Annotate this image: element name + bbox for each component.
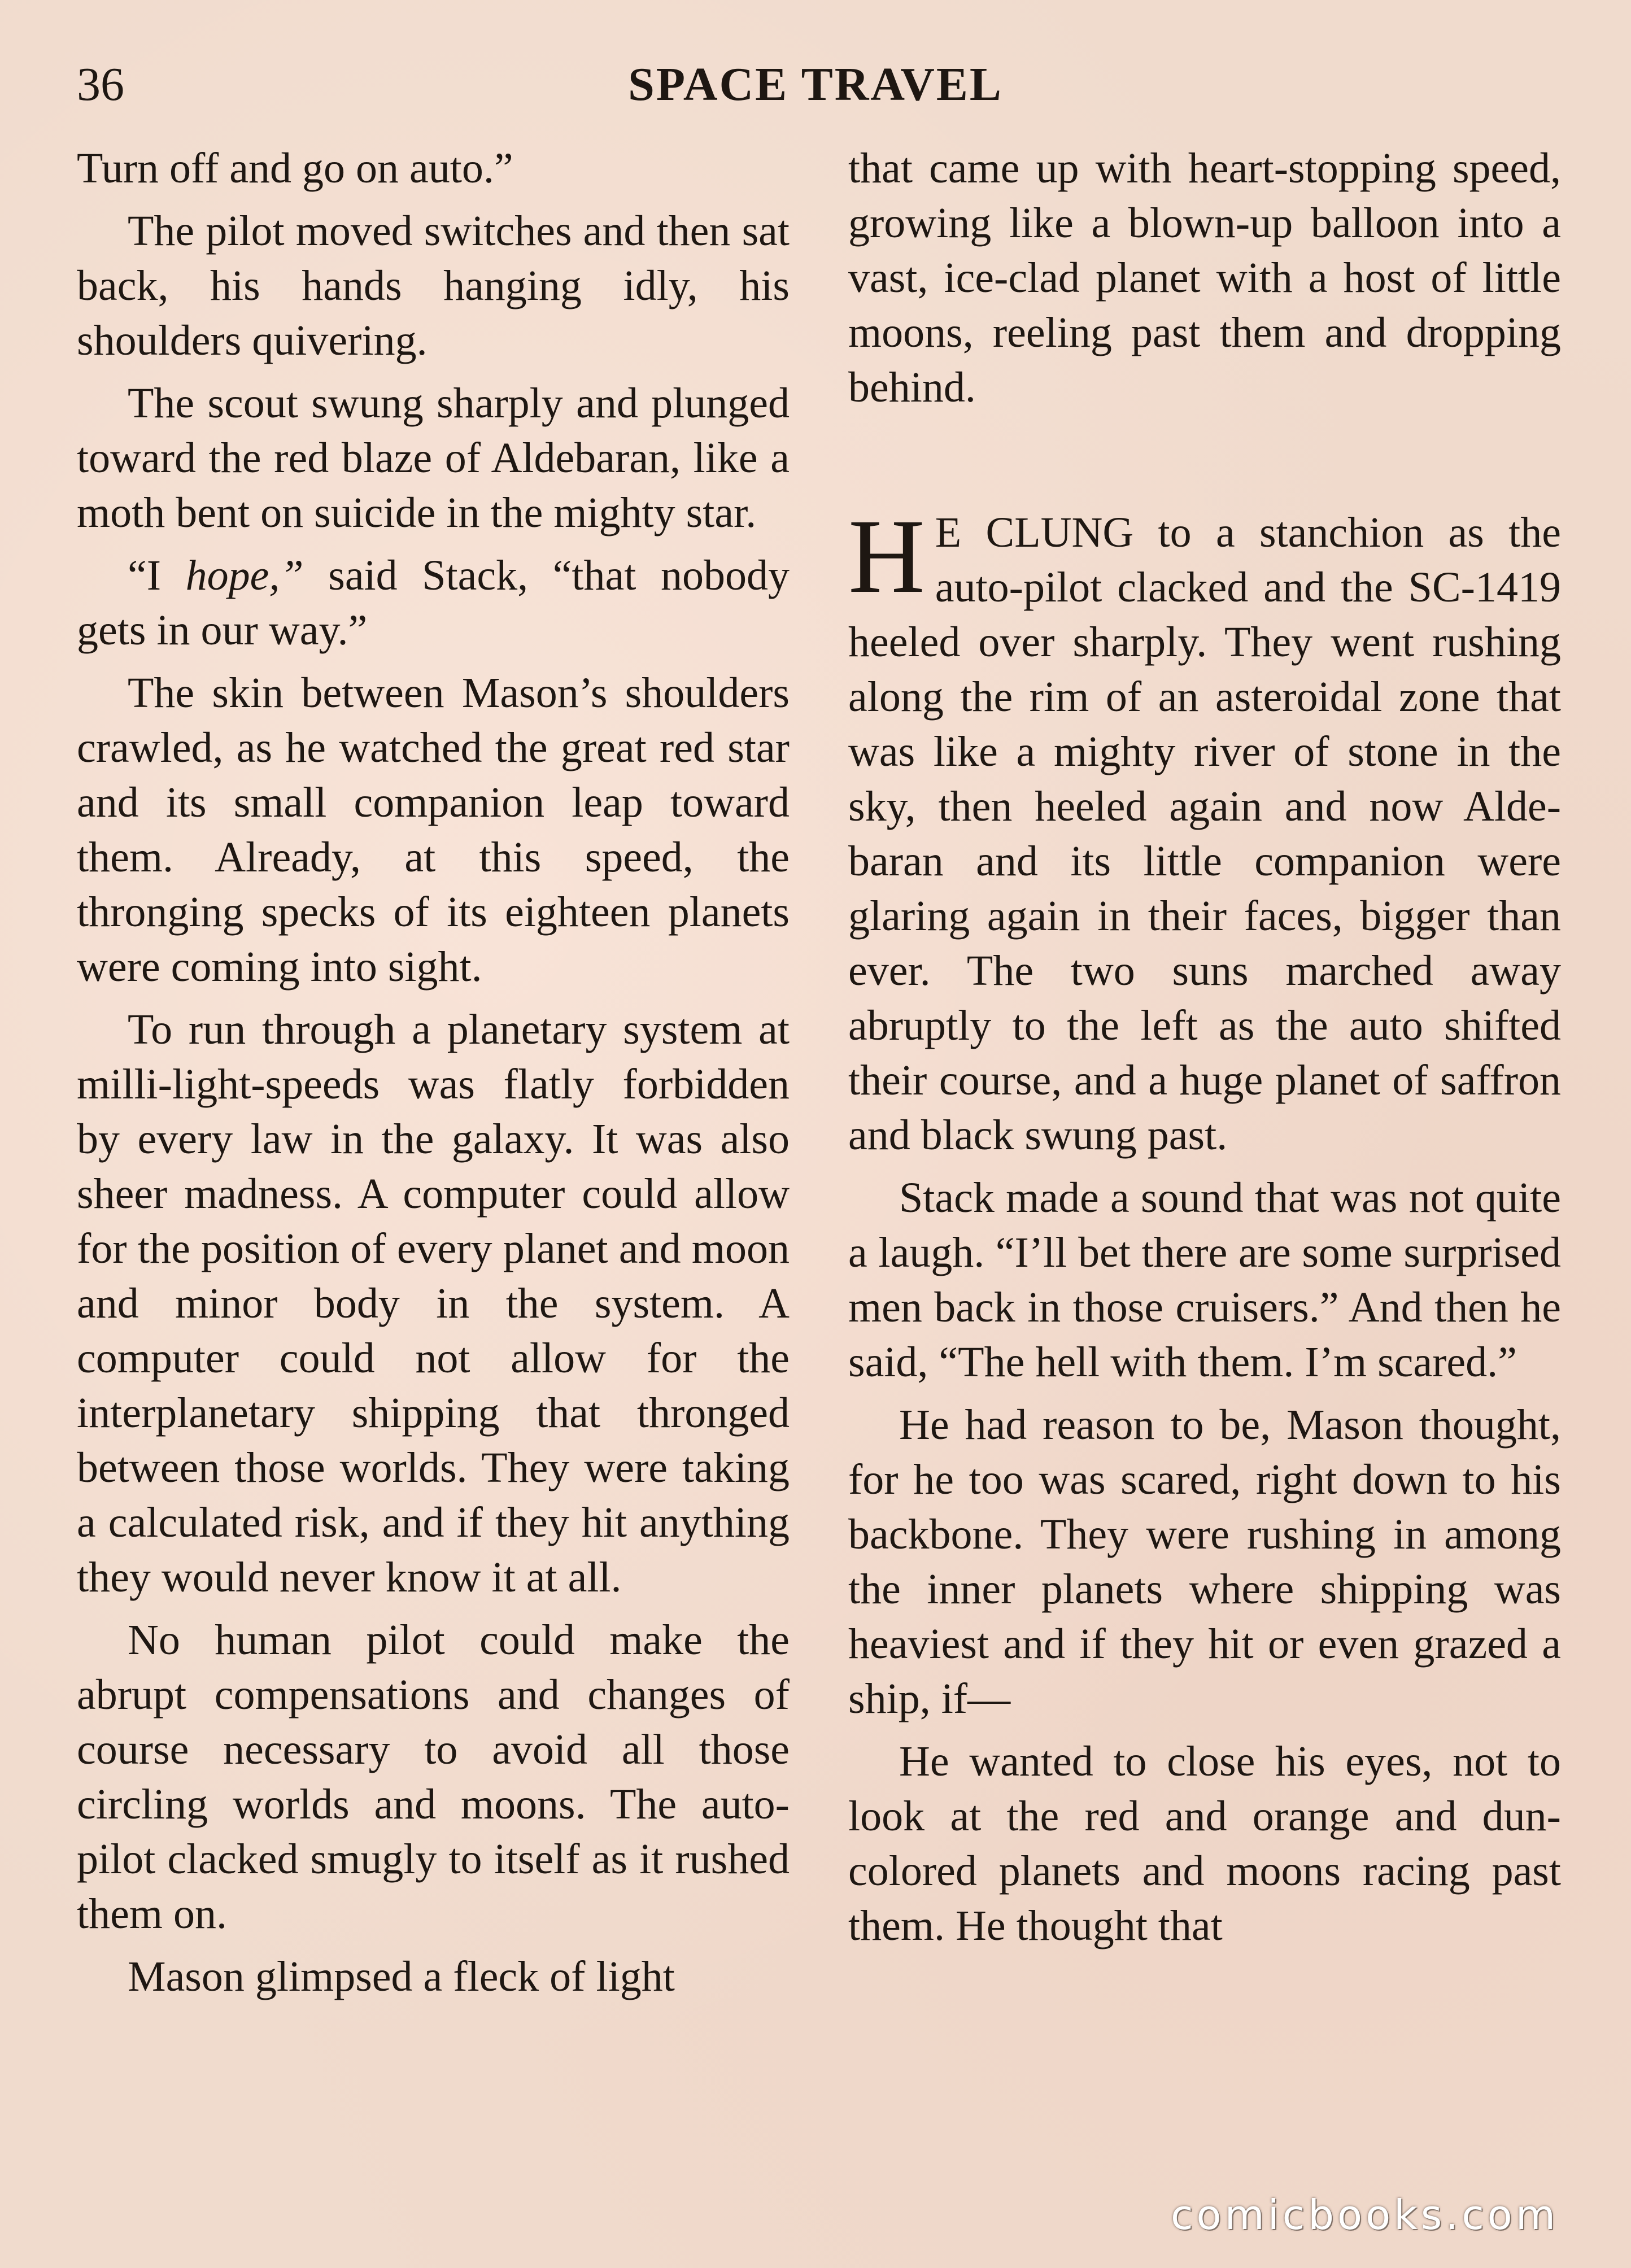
- paragraph-text: E CLUNG to a stanchion as the auto-pilot clacked and the SC-1419 heeled over sharply. They went rushing along the rim of an asteroidal zone that was like a mighty river of stone in the sky, then heeled again and now Aldebaran and its little companion were glaring again in their faces, bigger than ever. The two suns marched away abruptly to the left as the auto shifted their course, and a huge planet of saffron and black swung past.: [848, 509, 1561, 1159]
- paragraph: that came up with heart-stopping speed, growing like a blown-up balloon into a vast, ice-clad planet with a host of little moons, reeling past them and dropping behind.: [848, 145, 1561, 411]
- paragraph: The pilot moved switches and then sat back, his hands hanging idly, his shoulders quivering.: [77, 207, 790, 364]
- watermark: comicbooks.com: [1170, 2191, 1559, 2239]
- running-head-title: SPACE TRAVEL: [628, 58, 1003, 111]
- paragraph: No human pilot could make the abrupt compensations and changes of course necessary to avoid all those circling worlds and moons. The auto-pilot clacked smugly to itself as it rushed them on.: [77, 1616, 790, 1938]
- paragraph-text: “I: [128, 552, 186, 599]
- paragraph: To run through a planetary system at milli-light-speeds was flatly forbidden by every law in the galaxy. It was also sheer madness. A computer could allow for the position of every planet and moon and minor body in the system. A computer could not allow for the interplanetary shipping that thronged between those worlds. They were taking a calculated risk, and if they hit anything they would never know it at all.: [77, 1006, 790, 1601]
- paragraph: The scout swung sharply and plunged toward the red blaze of Aldebaran, like a moth bent on suicide in the mighty star.: [77, 380, 790, 537]
- page-number: 36: [77, 58, 124, 111]
- paragraph: He had reason to be, Mason thought, for he too was scared, right down to his backbone. They were rushing in among the inner planets where shipping was heaviest and if they hit or even grazed a ship, if—: [848, 1401, 1561, 1722]
- paragraph: The skin between Mason’s shoulders crawled, as he watched the great red star and its small companion leap toward them. Already, at this speed, the thronging specks of its eighteen planets were coming into sight.: [77, 669, 790, 991]
- section-opening-paragraph: [848, 497, 1561, 1163]
- drop-cap: H: [848, 497, 925, 615]
- paragraph: Stack made a sound that was not quite a laugh. “I’ll bet there are some surprised men back in those cruisers.” And then he said, “The hell with them. I’m scared.”: [848, 1174, 1561, 1386]
- paragraph: He wanted to close his eyes, not to look at the red and orange and dun-colored planets and moons racing past them. He thought that: [848, 1738, 1561, 1949]
- paragraph: Mason glimpsed a fleck of light: [128, 1953, 675, 2000]
- right-column: [848, 141, 1561, 1961]
- paragraph: Turn off and go on auto.”: [77, 145, 513, 192]
- italic-emphasis: hope,”: [185, 552, 304, 599]
- paragraph: [77, 548, 790, 658]
- left-column: [77, 141, 790, 2012]
- paragraph-text: said Stack, “that nobody gets in our way.”: [77, 552, 790, 654]
